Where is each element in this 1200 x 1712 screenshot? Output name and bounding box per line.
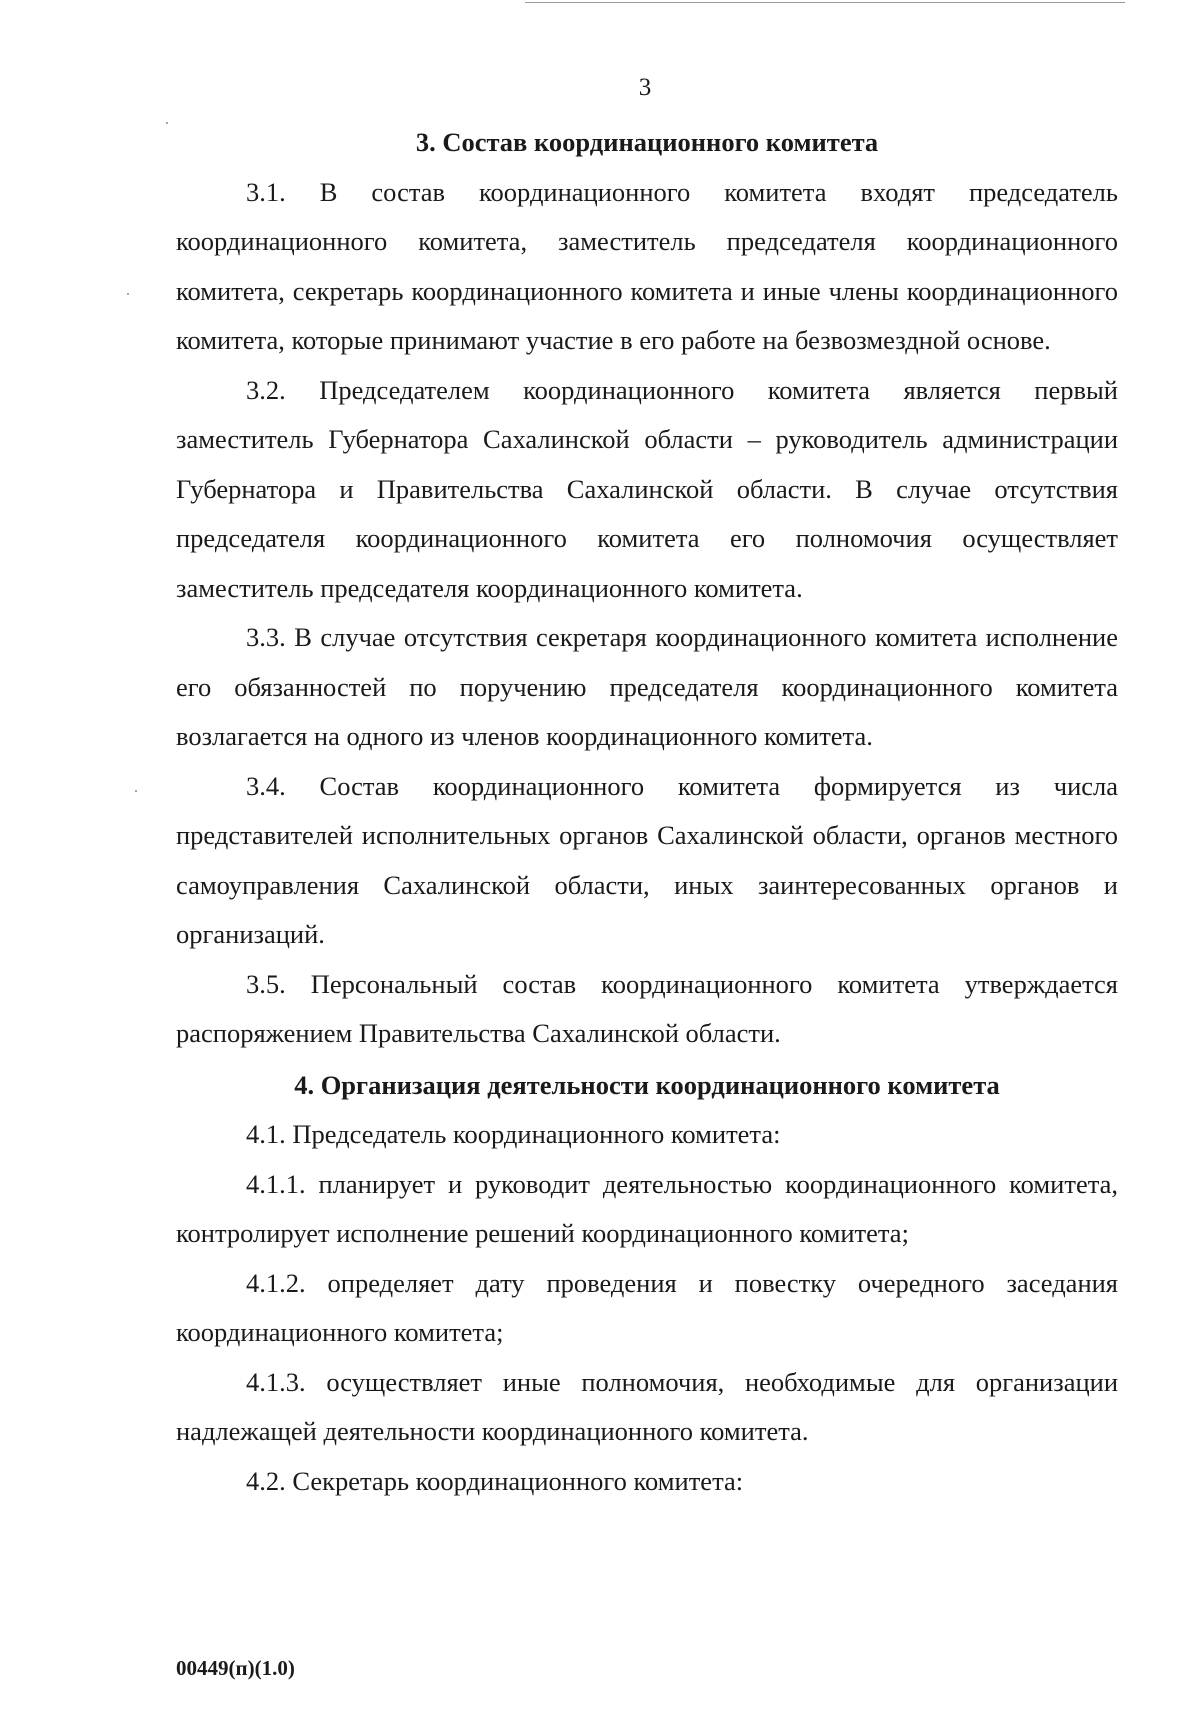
paragraph-4-1-3: 4.1.3. осуществляет иные полномочия, необходимые для организации надлежащей деятельности координационного комитета.: [176, 1366, 1118, 1446]
paragraph-3-2: 3.2. Председателем координационного комитета является первый заместитель Губернатора Сахалинской области – руководитель администрации Губернатора и Правительства Сахалинской области. В случае отсутствия председателя координационного комитета его полномочия осуществляет заместитель председателя координационного комитета.: [176, 374, 1118, 603]
page-number: 3: [638, 74, 652, 101]
paragraph-4-1-2: 4.1.2. определяет дату проведения и повестку очередного заседания координационного комитета;: [176, 1267, 1118, 1347]
paragraph-3-1: 3.1. В состав координационного комитета входят председатель координационного комитета, заместитель председателя координационного комитета, секретарь координационного комитета и иные члены координационного комитета, которые принимают участие в его работе на безвозмездной основе.: [176, 176, 1118, 355]
paragraph-4-1-1: 4.1.1. планирует и руководит деятельностью координационного комитета, контролирует исполнение решений координационного комитета;: [176, 1168, 1118, 1248]
scan-speck: [127, 293, 129, 295]
scan-speck: [135, 790, 137, 792]
paragraph-3-5: 3.5. Персональный состав координационного комитета утверждается распоряжением Правительства Сахалинской области.: [176, 968, 1118, 1048]
paragraph-3-4: 3.4. Состав координационного комитета формируется из числа представителей исполнительных органов Сахалинской области, органов местного самоуправления Сахалинской области, иных заинтересованных органов и организаций.: [176, 770, 1118, 949]
scan-edge-line: [525, 2, 1125, 3]
paragraph-4-2: 4.2. Секретарь координационного комитета:: [246, 1465, 744, 1496]
document-body: [176, 118, 1118, 1506]
paragraph-3-3: 3.3. В случае отсутствия секретаря координационного комитета исполнение его обязанностей по поручению председателя координационного комитета возлагается на одного из членов координационного комитета.: [176, 622, 1118, 751]
section-4-heading: 4. Организация деятельности координационного комитета: [294, 1069, 1000, 1100]
scan-speck: [166, 122, 168, 124]
section-3-heading: 3. Состав координационного комитета: [415, 127, 879, 157]
document-code: 00449(п)(1.0): [176, 1656, 295, 1680]
paragraph-4-1: 4.1. Председатель координационного комитета:: [246, 1119, 781, 1149]
